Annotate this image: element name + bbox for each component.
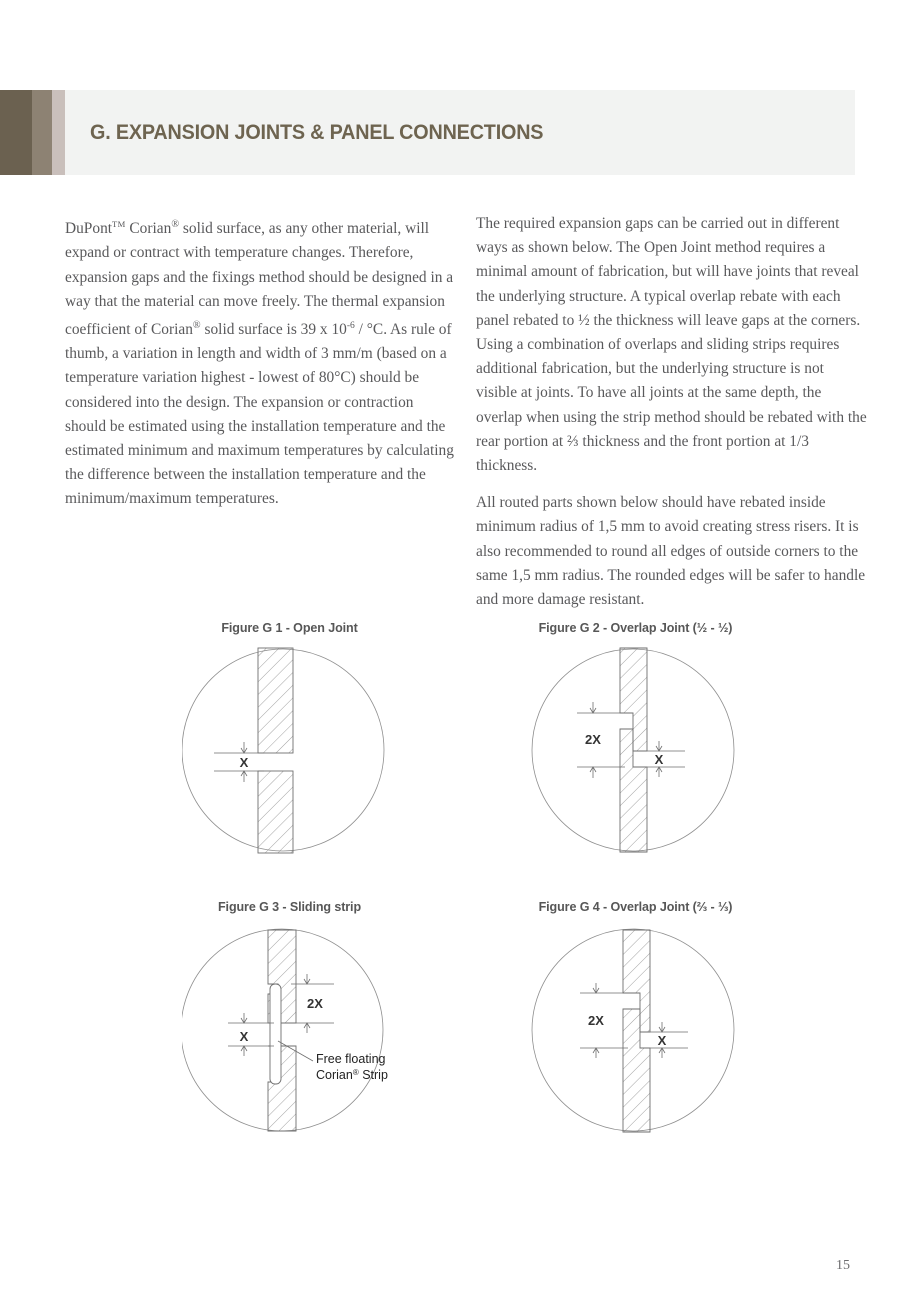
header-accent-bar-light [52,90,65,175]
figure-g4-dimension-x [645,1022,688,1058]
figure-g3-drawing [182,922,397,1147]
figure-g3-annotation-registered: ® [352,1067,359,1077]
figure-g1-label-x: X [239,755,249,770]
figure-g1-panel-top [258,648,293,753]
page-title: G. EXPANSION JOINTS & PANEL CONNECTIONS [90,120,544,144]
figure-g1-caption: Figure G 1 - Open Joint [221,620,358,635]
exponent-minus-six: -6 [346,319,355,331]
figure-g2-svg [528,643,743,858]
text-dupont: DuPont [65,220,113,238]
text-left-part-5: / °C. As rule of thumb, a variation in length and width of 3 mm/m (based on a temperature variation highest - lowest of 80°C) should be considered into the design. The expansion or contraction should be estimated using the installation temperature and the estimated minimum and maximum temperatures by calculating the difference between the installation temperature and the minimum/maximum temperatures. [65,321,454,508]
figure-g1-panel-bottom [258,771,293,853]
registered-symbol: ® [171,219,180,230]
figure-g4-label-2x: 2X [588,1013,604,1028]
body-right-column [476,212,868,625]
paragraph-left-1 [65,212,457,512]
header-accent-bar-mid [32,90,52,175]
figure-g3-dimension-x [228,1013,274,1056]
figure-g2-label-x: X [654,752,664,767]
trademark-symbol: TM [112,219,126,229]
figure-g4-caption: Figure G 4 - Overlap Joint (⅔ - ⅓) [538,899,733,914]
text-corian: Corian [125,220,172,238]
registered-symbol-2: ® [192,319,201,331]
text-left-part-4: solid surface is 39 x 10 [200,321,347,339]
figure-g1 [182,620,397,863]
body-left-column [65,212,457,525]
figure-g4-svg [528,922,743,1142]
figure-g3-floating-strip [270,984,281,1084]
figure-g2-dimension-x [642,741,685,777]
page-number: 15 [836,1258,850,1273]
figure-g3-annotation-corian: Corian [316,1068,353,1082]
figure-g2-drawing [528,643,743,863]
figure-g2-label-2x: 2X [585,732,601,747]
header-accent-bar-dark [0,90,32,175]
figure-g3-caption: Figure G 3 - Sliding strip [217,899,362,914]
figure-g3-annotation-strip: Strip [358,1068,388,1082]
figure-g4-drawing [528,922,743,1147]
figure-g2-caption: Figure G 2 - Overlap Joint (½ - ½) [538,620,733,635]
figure-g3-label-x: X [239,1029,249,1044]
paragraph-right-2: All routed parts shown below should have rebated inside minimum radius of 1,5 mm to avoid creating stress risers. It is also recommended to round all edges of outside corners to the same 1,5 mm radius. The rounded edges will be safer to handle and more damage resistant. [476,494,866,609]
figure-g2 [528,620,743,863]
text-left-part-3: solid surface, as any other material, will expand or contract with temperature changes. Therefore, expansion gaps and the fixings method should be designed in a way that the material can move freely. The thermal expansion coefficient of Corian [65,220,454,339]
paragraph-right-1: The required expansion gaps can be carried out in different ways as shown below. The Open Joint method requires a minimal amount of fabrication, but will have joints that reveal the underlying structure. A typical overlap rebate with each panel rebated to ½ the thickness will leave gaps at the corners. Using a combination of overlaps and sliding strips requires additional fabrication, but the underlying structure is not visible at joints. To have all joints at the same depth, the overlap when using the strip method should be rebated with the rear portion at ⅔ thickness and the front portion at 1/3 thickness. [476,215,867,475]
page-header [0,90,855,175]
figure-g3-annotation-line-2 [316,1068,388,1083]
figure-g4-label-x: X [657,1033,667,1048]
figure-g3-annotation-line-1: Free floating [316,1052,386,1066]
figure-g1-svg [182,643,397,858]
figure-g1-drawing [182,643,397,863]
figure-g3-svg [182,922,397,1142]
figure-g3 [182,899,397,1147]
figure-g3-label-2x: 2X [307,996,323,1011]
figure-g4 [528,899,743,1147]
